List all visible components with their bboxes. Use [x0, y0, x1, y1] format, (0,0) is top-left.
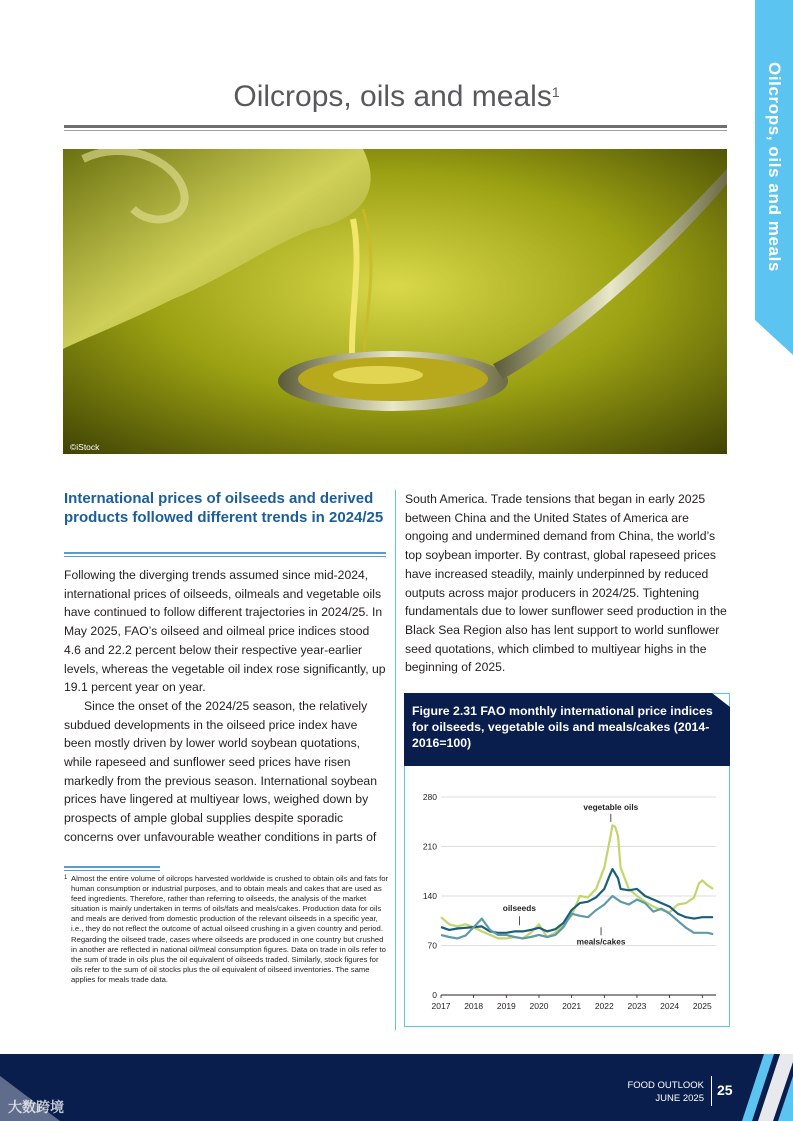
footnote-divider	[64, 866, 160, 868]
watermark: 大数跨境	[8, 1099, 64, 1115]
footer-separator	[711, 1076, 712, 1106]
side-tab-label: Oilcrops, oils and meals	[765, 62, 784, 272]
x-tick-label: 2023	[627, 1001, 647, 1011]
footnote-mark: 1	[64, 875, 68, 881]
price-index-chart	[404, 770, 730, 1027]
right-column	[405, 490, 728, 677]
y-tick-label: 0	[432, 990, 437, 1000]
x-tick-label: 2018	[464, 1001, 484, 1011]
annotation-label: oilseeds	[502, 903, 536, 914]
y-tick-label: 210	[422, 841, 437, 852]
title-footnote-mark: 1	[551, 84, 560, 100]
column-divider	[395, 490, 396, 1030]
left-column	[64, 566, 386, 847]
x-tick-label: 2021	[562, 1001, 582, 1011]
page-number: 25	[717, 1082, 733, 1098]
photo-credit: ©iStock	[70, 442, 100, 452]
heading-divider-thin	[64, 556, 386, 557]
y-tick-label: 280	[422, 792, 437, 802]
x-tick-label: 2020	[529, 1001, 549, 1011]
section-heading: International prices of oilseeds and derived products followed different trends in 2024/25	[64, 490, 384, 526]
annotation-label: vegetable oils	[583, 801, 639, 812]
footnote	[64, 874, 389, 985]
footer-publication	[560, 1079, 704, 1105]
publication-date: JUNE 2025	[655, 1093, 704, 1104]
page-title: Oilcrops, oils and meals$^1$	[233, 80, 560, 113]
olive-oil-photo	[63, 149, 727, 454]
publication-name: FOOD OUTLOOK	[627, 1080, 704, 1091]
x-tick-label: 2017	[431, 1001, 451, 1011]
y-tick-label: 140	[422, 891, 437, 901]
x-tick-label: 2025	[692, 1001, 712, 1011]
body-paragraph-2: Since the onset of the 2024/25 season, the relatively subdued developments in the oilseed price index have been mostly driven by lower world soybean quotations, while rapeseed and sunflower seed prices have risen markedly from the previous season. International soybean prices have lingered at multiyear lows, weighed down by prospects of ample global supplies despite sporadic concerns over unfavourable weather conditions in parts of	[64, 698, 377, 844]
title-divider	[64, 125, 727, 128]
body-paragraph-1: Following the diverging trends assumed since mid-2024, international prices of oilseeds, oilmeals and vegetable oils have continued to follow different trajectories in 2024/25. In May 2025, FAO’s oilseed and oilmeal price indices stood 4.6 and 22.2 percent below their respective year-earlier levels, whereas the vegetable oil index rose significantly, up 19.1 percent year on year.	[64, 568, 386, 695]
heading-divider	[64, 552, 386, 554]
body-paragraph-3: South America. Trade tensions that began in early 2025 between China and the United States of America are ongoing and undermined demand from China, the world’s top soybean importer. By contrast, global rapeseed prices have increased steadily, mainly underpinned by reduced outputs across major producers in 2024/25. Tightening fundamentals due to lower sunflower seed production in the Black Sea Region also has lent support to world sunflower seed quotations, which climbed to multiyear highs in the beginning of 2025.	[405, 492, 727, 675]
footnote-text: Almost the entire volume of oilcrops harvested worldwide is crushed to obtain oils and fats for human consumption or industrial purposes, and to obtain meals and cakes that are used as feed ingredients. Therefore, rather than referring to oilseeds, the analysis of the market situation is mainly undertaken in terms of oils/fats and meals/cakes. Production data for oils and meals are derived from domestic production of the relevant oilseeds in a specific year, i.e., they do not reflect the outcome of actual oilseed crushing in a given country and period. Regarding the oilseed trade, cases where oilseeds are produced in one country but crushed in another are reflected in national oil/meal consumption figures. Data on trade in oils refer to the sum of trade in oils plus the oil equivalent of oilseeds traded. Similarly, stock figures for oils refer to the sum of oil stocks plus the oil equivalent of oilseed inventories. The same applies for meals trade data.	[71, 874, 389, 984]
x-tick-label: 2024	[660, 1001, 680, 1011]
series-line-vegetable-oils	[441, 825, 713, 938]
footnote-divider-thin	[64, 870, 160, 871]
title-divider-thin	[64, 130, 727, 131]
x-tick-label: 2019	[496, 1001, 516, 1011]
y-tick-label: 70	[427, 940, 437, 951]
annotation-label: meals/cakes	[576, 936, 626, 947]
x-tick-label: 2022	[594, 1001, 614, 1011]
figure-title: Figure 2.31 FAO monthly international price indices for oilseeds, vegetable oils and meals/cakes (2014-2016=100)	[412, 704, 713, 750]
